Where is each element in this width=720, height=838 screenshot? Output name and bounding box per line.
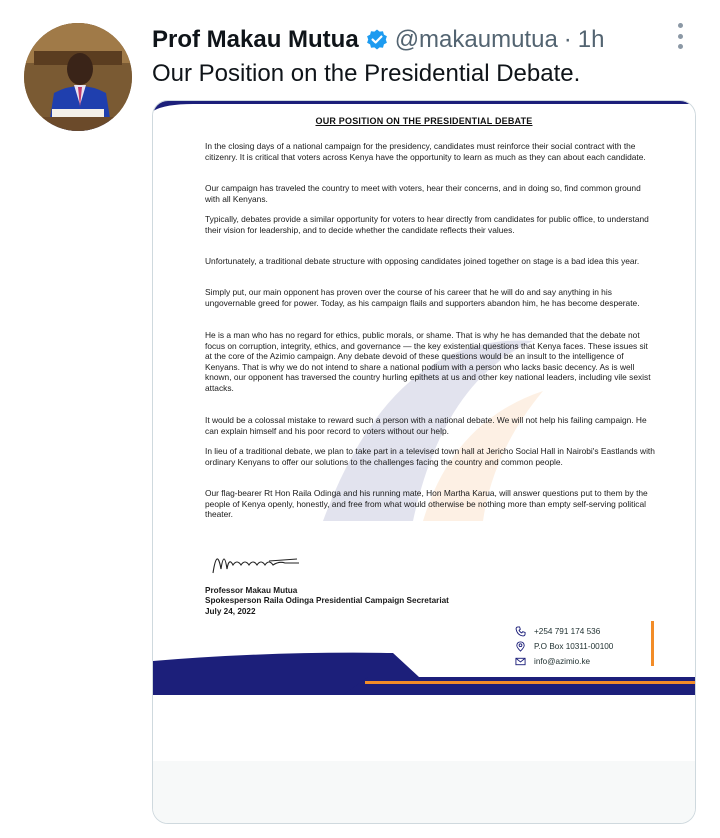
phone-number: +254 791 174 536 [534,627,601,636]
letter-paragraph: It would be a colossal mistake to reward such a person with a national debate. We will not help his failing campaign. He can explain himself and his poor record to voters without our help. [205,415,647,436]
letter-title: OUR POSITION ON THE PRESIDENTIAL DEBATE [315,116,533,126]
contact-phone [515,624,613,639]
press-statement-image [153,101,695,695]
signature-block [205,586,449,617]
letter-paragraph: Our campaign has traveled the country to meet with voters, hear their concerns, and in doing so, find common ground with all Kenyans. [205,183,641,204]
letter-paragraph: He is a man who has no regard for ethics, public morals, or shame. That is why he has demanded that the debate not focus on corruption, integrity, ethics, and governance — the key existential questions that Kenya faces. These issues sit at the core of the Azimio campaign. Any debate devoid of these questions would be an insult to the intelligence of Kenyans. That is why we do not intend to share a national podium with a person who lacks basic decency. As is well known, our opponent has traversed the country hurling epithets at us and other key national leaders, including vile sexist attacks. [205,330,651,393]
tweet-text: Our Position on the Presidential Debate. [152,60,581,87]
handwritten-signature [209,543,301,579]
letter-paragraph: In the closing days of a national campaign for the presidency, candidates must reinforce their social contract with the citizenry. It is critical that voters across Kenya have the opportunity to learn as much as they can about each candidate. [205,141,646,162]
tweet-media-card[interactable] [152,100,696,824]
more-options-icon[interactable] [672,20,688,52]
card-bottom-strip [153,761,695,823]
letter-footer-band [153,641,695,695]
letter-paragraph: Typically, debates provide a similar opportunity for voters to hear directly from candidates for public office, to understand their vision for leadership, and to decide whether the candidate reflects their values. [205,214,649,235]
signatory-title: Spokesperson Raila Odinga Presidential Campaign Secretariat [205,596,449,606]
avatar-photo [24,23,132,131]
author-handle[interactable]: @makaumutua [394,26,558,53]
letter-date: July 24, 2022 [205,606,256,616]
po-box: P.O Box 10311-00100 [534,642,614,651]
signatory-name: Professor Makau Mutua [205,586,298,595]
tweet-header [152,24,605,56]
email-address: info@azimio.ke [534,657,591,666]
timestamp[interactable]: 1h [577,26,605,53]
author-name[interactable]: Prof Makau Mutua [152,26,359,53]
letter-paragraph: Our flag-bearer Rt Hon Raila Odinga and his running mate, Hon Martha Karua, will answer questions put to them by the people of Kenya openly, honestly, and free from what would otherwise be nothing more than empty self-serving political theater. [205,488,648,520]
phone-icon [515,626,526,637]
letter-paragraph: Simply put, our main opponent has proven over the course of his career that he will do and say anything in his ungovernable greed for power. Today, as his campaign flails and supporters abandon him, he has become desperate. [205,287,640,308]
letter-top-bar [153,101,695,111]
letter-paragraph: In lieu of a traditional debate, we plan to take part in a televised town hall at Jericho Social Hall in Nairobi's Eastlands with ordinary Kenyans to offer our solutions to the challenges facing the country and common people. [205,446,655,467]
avatar[interactable] [24,23,132,131]
separator-dot: · [563,26,572,53]
letter-paragraph: Unfortunately, a traditional debate structure with opposing candidates joined together on stage is a bad idea this year. [205,256,640,266]
verified-badge-icon [365,28,389,52]
